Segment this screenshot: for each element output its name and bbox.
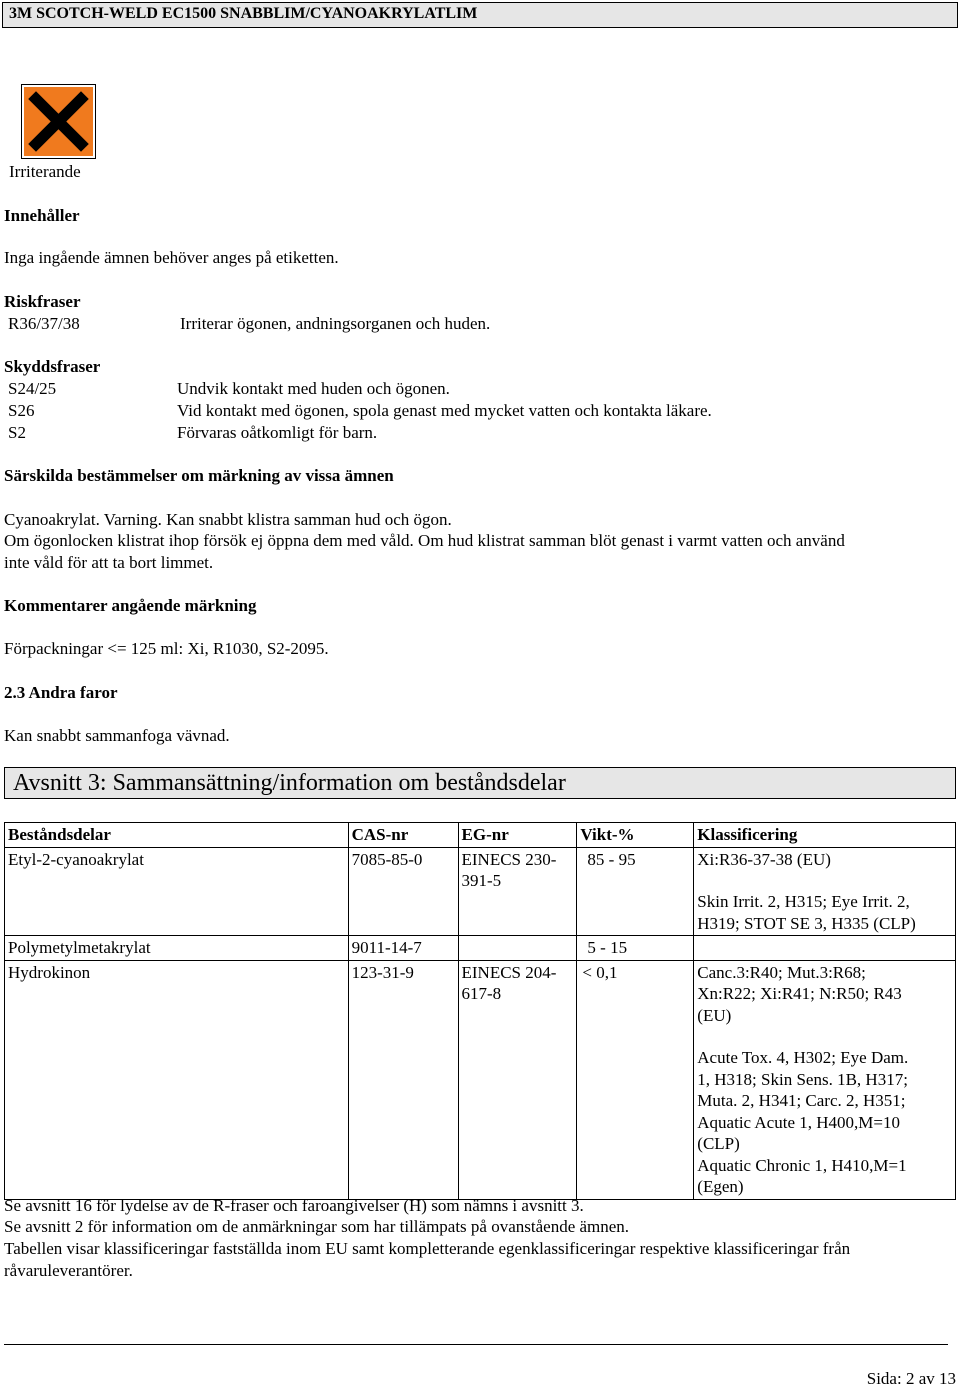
weight-percent: 85 - 95 xyxy=(577,847,694,936)
risk-phrase-code: R36/37/38 xyxy=(8,314,80,333)
contents-heading: Innehåller xyxy=(4,206,80,225)
labeling-comments-heading: Kommentarer angående märkning xyxy=(4,596,257,615)
special-provisions-line: inte våld för att ta bort limmet. xyxy=(4,553,214,572)
cas-number: 7085-85-0 xyxy=(348,847,458,936)
special-provisions-heading: Särskilda bestämmelser om märkning av vissa ämnen xyxy=(4,466,394,485)
ec-number xyxy=(458,936,577,961)
safety-phrase-text: Förvaras oåtkomligt för barn. xyxy=(177,423,378,442)
safety-phrases-heading: Skyddsfraser xyxy=(4,357,101,376)
other-hazards-text: Kan snabbt sammanfoga vävnad. xyxy=(4,726,230,745)
contents-text: Inga ingående ämnen behöver anges på etiketten. xyxy=(4,248,339,267)
risk-phrase-text: Irriterar ögonen, andningsorganen och huden. xyxy=(180,314,491,333)
page-number: Sida: 2 av 13 xyxy=(866,1369,956,1388)
table-row xyxy=(5,936,956,961)
composition-table xyxy=(4,822,956,1200)
ingredient-name: Hydrokinon xyxy=(5,960,349,1199)
note-line: Se avsnitt 16 för lydelse av de R-fraser och faroangivelser (H) som nämns i avsnitt 3. xyxy=(4,1196,584,1215)
ingredient-name: Polymetylmetakrylat xyxy=(5,936,349,961)
column-header: Vikt-% xyxy=(577,823,694,848)
risk-phrases-heading: Riskfraser xyxy=(4,292,81,311)
section-3-title: Avsnitt 3: Sammansättning/information om beståndsdelar xyxy=(13,770,566,796)
ec-number: EINECS 204- 617-8 xyxy=(458,960,577,1199)
classification-eu: Xi:R36-37-38 (EU) xyxy=(697,849,831,869)
note-line: Tabellen visar klassificeringar fastställda inom EU samt kompletterande egenklassificeringar respektive klassificeringar från xyxy=(4,1239,851,1258)
note-line: Se avsnitt 2 för information om de anmärkningar som har tillämpats på ovanstående ämnen. xyxy=(4,1217,630,1236)
safety-phrase-text: Undvik kontakt med huden och ögonen. xyxy=(177,379,450,398)
classification xyxy=(694,847,956,936)
special-provisions-line: Cyanoakrylat. Varning. Kan snabbt klistra samman hud och ögon. xyxy=(4,510,452,529)
table-row xyxy=(5,960,956,1199)
cas-number: 9011-14-7 xyxy=(348,936,458,961)
weight-percent: < 0,1 xyxy=(577,960,694,1199)
hazard-label: Irriterande xyxy=(9,162,81,181)
ec-number: EINECS 230- 391-5 xyxy=(458,847,577,936)
note-line: råvaruleverantörer. xyxy=(4,1261,133,1280)
section-3-heading xyxy=(4,767,956,799)
other-hazards-heading: 2.3 Andra faror xyxy=(4,683,118,702)
column-header: Beståndsdelar xyxy=(5,823,349,848)
column-header: EG-nr xyxy=(458,823,577,848)
classification xyxy=(694,960,956,1199)
cas-number: 123-31-9 xyxy=(348,960,458,1199)
table-header-row xyxy=(5,823,956,848)
footer-divider xyxy=(4,1344,948,1345)
labeling-comments-text: Förpackningar <= 125 ml: Xi, R1030, S2-2095. xyxy=(4,639,329,658)
special-provisions-line: Om ögonlocken klistrat ihop försök ej öppna dem med våld. Om hud klistrat samman blöt genast i varmt vatten och använd xyxy=(4,531,845,550)
classification-eu: Canc.3:R40; Mut.3:R68; Xn:R22; Xi:R41; N:R50; R43 (EU) xyxy=(697,962,902,1025)
document-title: 3M SCOTCH-WELD EC1500 SNABBLIM/CYANOAKRYLATLIM xyxy=(9,5,478,22)
table-row xyxy=(5,847,956,936)
safety-phrase-code: S2 xyxy=(8,423,26,442)
classification-clp: Acute Tox. 4, H302; Eye Dam. 1, H318; Skin Sens. 1B, H317; Muta. 2, H341; Carc. 2, H351; Aquatic Acute 1, H400,M=10 (CLP) Aquatic Chronic 1, H410,M=1 (Egen) xyxy=(697,1048,909,1196)
safety-phrase-code: S24/25 xyxy=(8,379,57,398)
safety-phrase-text: Vid kontakt med ögonen, spola genast med mycket vatten och kontakta läkare. xyxy=(177,401,712,420)
classification-clp: Skin Irrit. 2, H315; Eye Irrit. 2, H319; STOT SE 3, H335 (CLP) xyxy=(697,892,916,933)
column-header: Klassificering xyxy=(694,823,956,848)
irritant-x-icon xyxy=(21,84,96,159)
classification xyxy=(694,936,956,961)
column-header: CAS-nr xyxy=(348,823,458,848)
weight-percent: 5 - 15 xyxy=(577,936,694,961)
safety-phrase-code: S26 xyxy=(8,401,35,420)
ingredient-name: Etyl-2-cyanoakrylat xyxy=(5,847,349,936)
document-header xyxy=(2,2,958,28)
